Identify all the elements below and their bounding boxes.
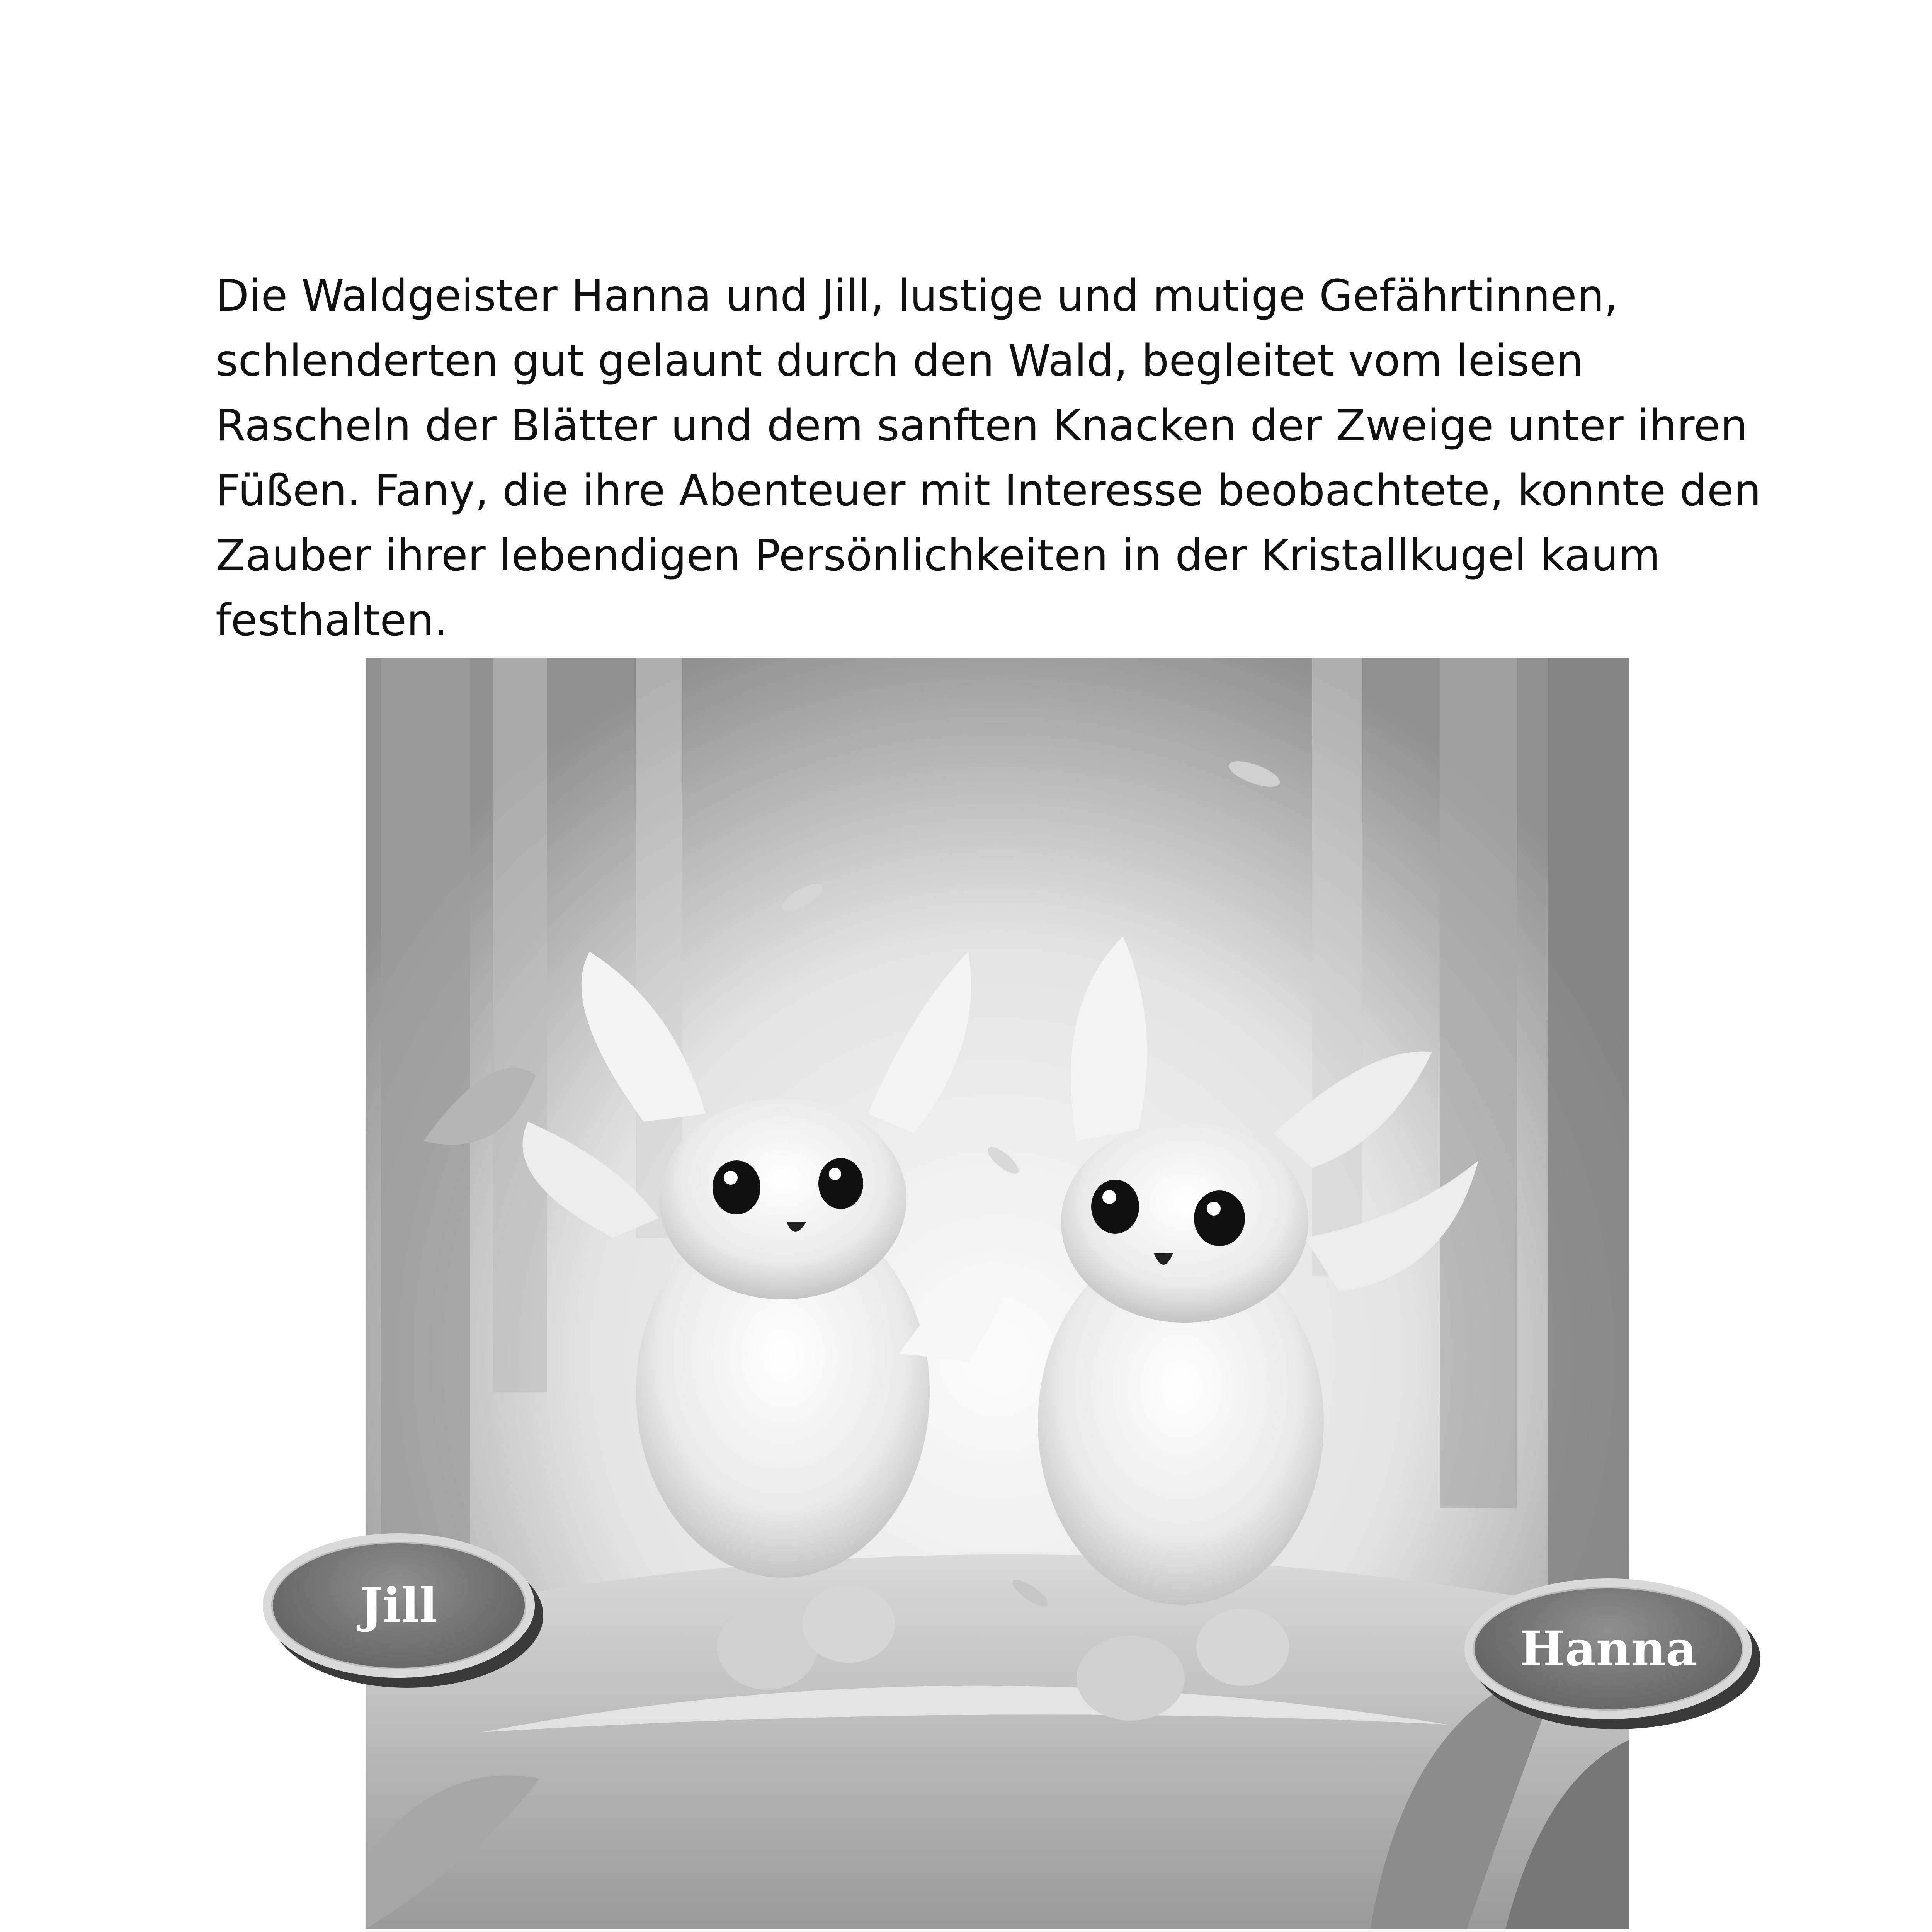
illustration-drawing: [366, 658, 1629, 1929]
story-paragraph-top: Die Waldgeister Hanna und Jill, lustige und mutige Gefährtinnen, schlenderten gut gelaunt durch den Wald, begleitet vom leisen Rascheln der Blätter und dem sanften Knacken der Zweige unter ihren Füßen. Fany, die ihre Abenteuer mit Interesse beobachtete, konnte den Zauber ihrer lebendigen Persönlichkeiten in der Kristallkugel kaum festhalten.: [216, 271, 1761, 646]
name-label-hanna-text: Hanna: [1519, 1621, 1697, 1677]
name-label-hanna: [1464, 1578, 1752, 1719]
name-label-jill: [263, 1533, 535, 1678]
name-label-jill-text: Jill: [360, 1577, 437, 1634]
forest-spirits-illustration: [366, 658, 1629, 1929]
